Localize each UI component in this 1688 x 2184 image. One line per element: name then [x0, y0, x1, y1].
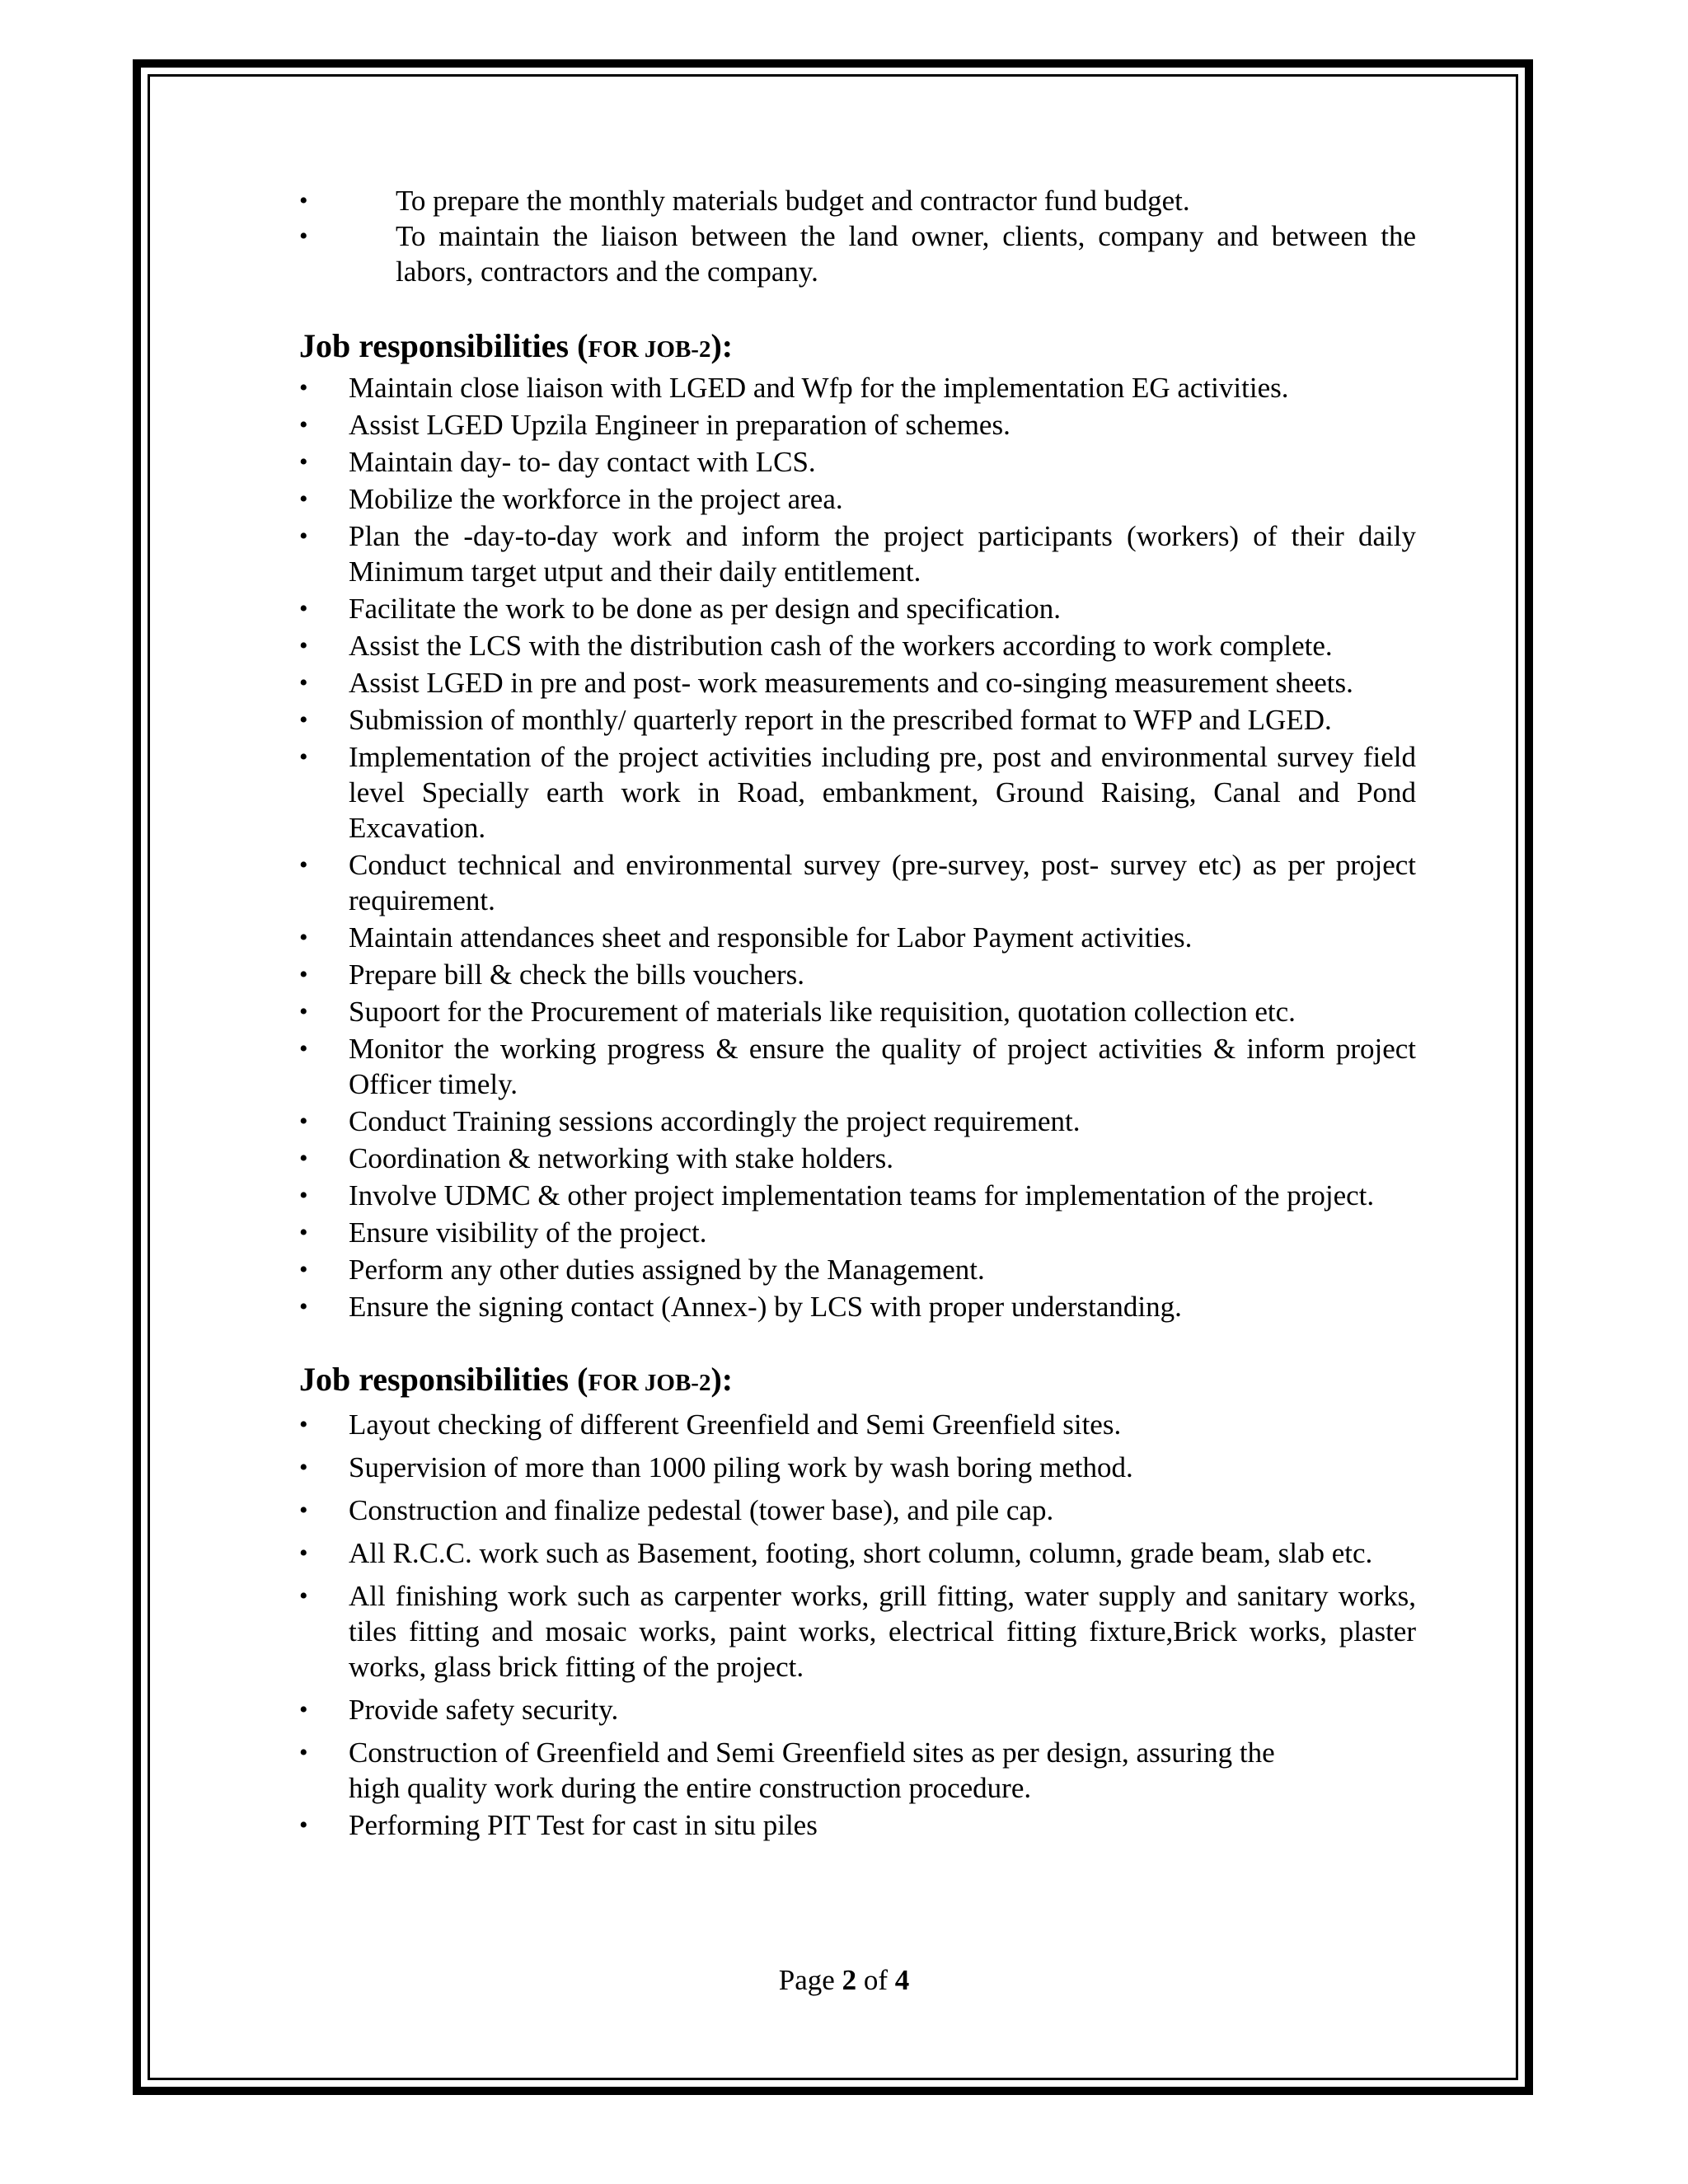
list-item-text: Provide safety security.: [349, 1694, 619, 1726]
list-item-text: Supoort for the Procurement of materials like requisition, quotation collection etc.: [349, 996, 1296, 1028]
list-item: [299, 407, 1416, 443]
bullet-list-job-2: [299, 370, 1416, 1324]
bullet-icon: •: [299, 961, 308, 988]
list-item: [299, 518, 1416, 589]
list-item-text: Assist LGED in pre and post- work measurements and co-singing measurement sheets.: [349, 667, 1353, 699]
list-item: [299, 1252, 1416, 1287]
list-item-text: Perform any other duties assigned by the Management.: [349, 1254, 985, 1286]
bullet-icon: •: [299, 595, 308, 622]
list-item-text: Implementation of the project activities including pre, post and environmental survey field level Specially earth work in Road, embankment, Ground Raising, Canal and Pond Excavation.: [349, 741, 1416, 844]
list-item-text: Plan the -day-to-day work and inform the project participants (workers) of their daily Minimum target utput and their daily entitlement.: [349, 520, 1416, 588]
list-item-text: Construction and finalize pedestal (tower base), and pile cap.: [349, 1494, 1054, 1526]
heading-job-tag: FOR JOB-2: [588, 1370, 711, 1396]
bullet-icon: •: [299, 374, 308, 401]
list-item-text: Ensure visibility of the project.: [349, 1216, 707, 1249]
heading-close-text: ):: [710, 1361, 734, 1398]
list-item-text: All R.C.C. work such as Basement, footing, short column, column, grade beam, slab etc.: [349, 1537, 1373, 1569]
list-item-text: To maintain the liaison between the land owner, clients, company and between the labors, contractors and the company.: [396, 220, 1416, 288]
bullet-icon: •: [299, 1454, 308, 1481]
bullet-icon: •: [299, 1108, 308, 1135]
bullet-list-intro: [299, 183, 1416, 289]
heading-close-text: ):: [710, 327, 734, 364]
list-item-text: To prepare the monthly materials budget and contractor fund budget.: [396, 185, 1190, 217]
list-item: [299, 481, 1416, 517]
list-item: [299, 444, 1416, 480]
list-item-text: Facilitate the work to be done as per design and specification.: [349, 593, 1062, 625]
list-item: [299, 1215, 1416, 1250]
bullet-icon: •: [299, 1582, 308, 1610]
bullet-icon: •: [299, 1182, 308, 1209]
bullet-icon: •: [299, 1497, 308, 1524]
list-item-text: Performing PIT Test for cast in situ piles: [349, 1809, 818, 1841]
list-item-text: Conduct technical and environmental survey (pre-survey, post- survey etc) as per project requirement.: [349, 849, 1416, 916]
page-current: 2: [842, 1964, 857, 1996]
bullet-icon: •: [299, 187, 308, 214]
list-item: [299, 1178, 1416, 1213]
bullet-icon: •: [299, 1219, 308, 1246]
of-word: of: [863, 1964, 888, 1996]
bullet-icon: •: [299, 1035, 308, 1062]
document-body: [299, 183, 1416, 1850]
bullet-icon: •: [299, 851, 308, 879]
bullet-icon: •: [299, 523, 308, 550]
list-item-text: Submission of monthly/ quarterly report in the prescribed format to WFP and LGED.: [349, 704, 1332, 736]
list-item: [299, 591, 1416, 626]
bullet-icon: •: [299, 998, 308, 1025]
bullet-icon: •: [299, 411, 308, 438]
page-number-footer: [0, 1962, 1688, 1998]
list-item-text: Maintain attendances sheet and responsible for Labor Payment activities.: [349, 921, 1193, 954]
list-item-text: Layout checking of different Greenfield and Semi Greenfield sites.: [349, 1408, 1122, 1441]
list-item: [299, 1535, 1416, 1571]
list-item-text: Prepare bill & check the bills vouchers.: [349, 958, 805, 991]
list-item: [299, 183, 1416, 218]
list-item: [299, 1493, 1416, 1528]
bullet-icon: •: [299, 1293, 308, 1320]
list-item: [299, 1289, 1416, 1324]
list-item: [299, 1407, 1416, 1442]
list-item-text: Coordination & networking with stake holders.: [349, 1142, 894, 1174]
bullet-icon: •: [299, 1739, 308, 1766]
list-item-text: Mobilize the workforce in the project area.: [349, 483, 843, 515]
bullet-icon: •: [299, 1696, 308, 1723]
list-item: [299, 739, 1416, 846]
list-item-text: Supervision of more than 1000 piling work by wash boring method.: [349, 1451, 1133, 1483]
list-item: [299, 847, 1416, 918]
list-item: [299, 957, 1416, 992]
list-item: [299, 665, 1416, 701]
list-item: [299, 702, 1416, 738]
bullet-icon: •: [299, 448, 308, 476]
heading-job-tag: FOR JOB-2: [588, 336, 711, 363]
list-item: [299, 1450, 1416, 1485]
bullet-icon: •: [299, 1540, 308, 1567]
list-item-text: Monitor the working progress & ensure the quality of project activities & inform project Officer timely.: [349, 1033, 1416, 1100]
heading-main-text: Job responsibilities (: [299, 1361, 588, 1398]
section-heading-job-2: [299, 326, 1416, 370]
list-item-text: Assist LGED Upzila Engineer in preparation of schemes.: [349, 409, 1010, 441]
list-item: [299, 1031, 1416, 1102]
bullet-icon: •: [299, 669, 308, 696]
list-item-text: Involve UDMC & other project implementation teams for implementation of the project.: [349, 1179, 1375, 1212]
bullet-icon: •: [299, 1411, 308, 1438]
bullet-icon: •: [299, 924, 308, 951]
bullet-icon: •: [299, 1145, 308, 1172]
list-item: [299, 1735, 1416, 1806]
list-item: [299, 1104, 1416, 1139]
bullet-icon: •: [299, 223, 308, 250]
bullet-list-job-2-second: [299, 1407, 1416, 1843]
bullet-icon: •: [299, 706, 308, 733]
list-item-text: Construction of Greenfield and Semi Greenfield sites as per design, assuring the high quality work during the entire construction procedure.: [349, 1736, 1275, 1804]
list-item: [299, 994, 1416, 1029]
list-item: [299, 1692, 1416, 1727]
bullet-icon: •: [299, 632, 308, 659]
bullet-icon: •: [299, 1256, 308, 1283]
bullet-icon: •: [299, 1811, 308, 1839]
list-item: [299, 1578, 1416, 1685]
section-heading-job-2-second: [299, 1359, 1416, 1404]
list-item: [299, 920, 1416, 955]
bullet-icon: •: [299, 743, 308, 771]
list-item: [299, 1807, 1416, 1843]
list-item-text: Ensure the signing contact (Annex-) by LCS with proper understanding.: [349, 1291, 1182, 1323]
list-item: [299, 628, 1416, 663]
bullet-icon: •: [299, 485, 308, 513]
page-total: 4: [894, 1964, 910, 1996]
list-item-text: Assist the LCS with the distribution cash of the workers according to work complete.: [349, 630, 1333, 662]
list-item-text: Maintain day- to- day contact with LCS.: [349, 446, 816, 478]
page-word: Page: [778, 1964, 835, 1996]
list-item: [299, 1141, 1416, 1176]
list-item: [299, 370, 1416, 405]
list-item-text: All finishing work such as carpenter works, grill fitting, water supply and sanitary works, tiles fitting and mosaic works, paint works, electrical fitting fixture,Brick works, plaster works, glass brick fitting of the project.: [349, 1580, 1416, 1683]
list-item: [299, 218, 1416, 289]
heading-main-text: Job responsibilities (: [299, 327, 588, 364]
list-item-text: Maintain close liaison with LGED and Wfp for the implementation EG activities.: [349, 372, 1289, 404]
list-item-text: Conduct Training sessions accordingly the project requirement.: [349, 1105, 1081, 1137]
